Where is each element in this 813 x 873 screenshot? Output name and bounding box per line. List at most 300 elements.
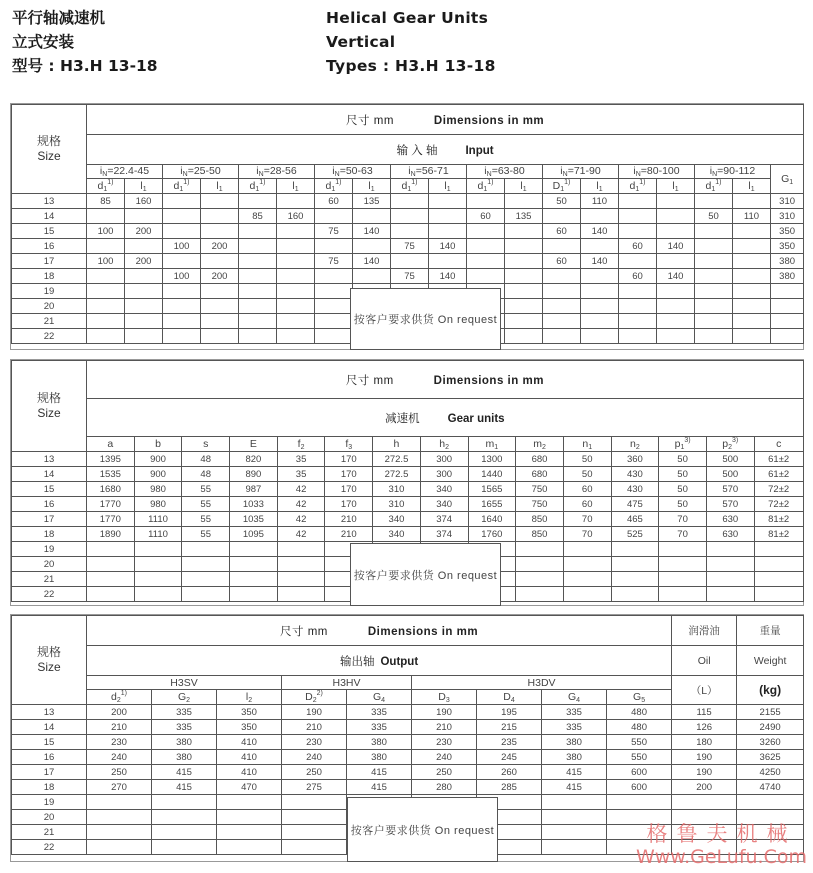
value-cell: 210 <box>412 720 477 735</box>
value-cell: 1395 <box>87 452 135 467</box>
group-h3hv: H3HV <box>282 676 412 690</box>
size-cell: 18 <box>12 527 87 542</box>
value-cell: 480 <box>607 705 672 720</box>
size-header <box>12 361 87 452</box>
empty-cell <box>239 299 277 314</box>
empty-cell <box>217 810 282 825</box>
table-row <box>12 467 804 482</box>
value-cell <box>657 224 695 239</box>
value-cell <box>733 254 771 269</box>
value-cell: 335 <box>152 705 217 720</box>
empty-cell <box>152 810 217 825</box>
value-cell: 890 <box>230 467 278 482</box>
value-cell: 285 <box>477 780 542 795</box>
value-cell: 140 <box>581 254 619 269</box>
value-cell: 50 <box>563 467 611 482</box>
empty-cell <box>581 284 619 299</box>
column-header-13: $p_2^{3)}$ <box>706 437 754 452</box>
empty-cell <box>277 284 315 299</box>
value-cell: 60 <box>543 254 581 269</box>
empty-cell <box>771 314 804 329</box>
size-cell: 22 <box>12 840 87 855</box>
empty-cell <box>182 572 230 587</box>
value-cell: 415 <box>347 765 412 780</box>
value-cell <box>201 194 239 209</box>
empty-cell <box>163 299 201 314</box>
value-cell: 240 <box>87 750 152 765</box>
value-cell: 850 <box>516 512 564 527</box>
ratio-group-header: $i_N=28-56$ <box>239 165 315 179</box>
value-cell: 180 <box>672 735 737 750</box>
value-cell: 1033 <box>230 497 278 512</box>
value-cell: 85 <box>87 194 125 209</box>
value-cell: 415 <box>542 765 607 780</box>
size-cell: 16 <box>12 497 87 512</box>
value-cell: 126 <box>672 720 737 735</box>
empty-cell <box>619 284 657 299</box>
value-cell: 415 <box>152 765 217 780</box>
value-cell: 570 <box>706 482 754 497</box>
table-row <box>12 269 804 284</box>
value-cell: 600 <box>607 765 672 780</box>
size-cell: 20 <box>12 299 87 314</box>
value-cell: 900 <box>134 452 182 467</box>
title-en-line-3: Types : H3.H 13-18 <box>326 57 496 75</box>
empty-cell <box>134 587 182 602</box>
value-cell: 410 <box>217 765 282 780</box>
value-cell: 1095 <box>230 527 278 542</box>
ratio-group-header: $i_N=71-90$ <box>543 165 619 179</box>
empty-cell <box>282 795 347 810</box>
column-header: $d_2^{1)}$ <box>87 690 152 705</box>
size-cell: 20 <box>12 810 87 825</box>
value-cell <box>391 209 429 224</box>
value-cell: 55 <box>182 527 230 542</box>
value-cell <box>163 224 201 239</box>
empty-cell <box>87 587 135 602</box>
empty-cell <box>230 587 278 602</box>
empty-cell <box>672 795 737 810</box>
empty-cell <box>771 329 804 344</box>
empty-cell <box>87 314 125 329</box>
value-cell: 380 <box>542 750 607 765</box>
size-cell: 21 <box>12 314 87 329</box>
value-cell: 50 <box>695 209 733 224</box>
value-cell: 470 <box>217 780 282 795</box>
value-cell <box>163 254 201 269</box>
empty-cell <box>134 572 182 587</box>
oil-header-cn: 润滑油 <box>672 616 737 646</box>
value-cell <box>543 209 581 224</box>
value-cell <box>619 209 657 224</box>
value-cell: 987 <box>230 482 278 497</box>
group-h3sv: H3SV <box>87 676 282 690</box>
table-row <box>12 512 804 527</box>
value-cell: 1680 <box>87 482 135 497</box>
value-cell: 340 <box>373 512 421 527</box>
value-cell: 310 <box>771 194 804 209</box>
value-cell: 1770 <box>87 497 135 512</box>
value-cell: 630 <box>706 527 754 542</box>
empty-cell <box>543 284 581 299</box>
value-cell: 1110 <box>134 512 182 527</box>
value-cell <box>353 269 391 284</box>
column-header-l1: $l_1$ <box>657 179 695 194</box>
value-cell <box>429 209 467 224</box>
value-cell <box>619 224 657 239</box>
value-cell: 190 <box>672 765 737 780</box>
empty-cell <box>87 825 152 840</box>
empty-cell <box>277 314 315 329</box>
empty-cell <box>542 840 607 855</box>
column-header: $l_2$ <box>217 690 282 705</box>
dims-label-en: Dimensions in mm <box>433 374 544 387</box>
value-cell <box>315 269 353 284</box>
value-cell: 61±2 <box>754 452 803 467</box>
size-cell: 18 <box>12 269 87 284</box>
table-row <box>12 497 804 512</box>
value-cell: 4740 <box>737 780 804 795</box>
empty-cell <box>315 329 353 344</box>
empty-cell <box>542 825 607 840</box>
output-section-header <box>87 646 672 676</box>
empty-cell <box>87 810 152 825</box>
value-cell <box>429 224 467 239</box>
empty-cell <box>315 284 353 299</box>
empty-cell <box>581 314 619 329</box>
size-cell: 14 <box>12 209 87 224</box>
size-cell: 17 <box>12 765 87 780</box>
value-cell: 335 <box>152 720 217 735</box>
value-cell <box>277 269 315 284</box>
title-cn <box>12 6 158 78</box>
value-cell: 350 <box>217 720 282 735</box>
value-cell: 200 <box>87 705 152 720</box>
value-cell: 340 <box>420 497 468 512</box>
size-label-en: Size <box>37 149 61 163</box>
value-cell: 60 <box>619 269 657 284</box>
value-cell: 275 <box>282 780 347 795</box>
size-cell: 13 <box>12 705 87 720</box>
empty-cell <box>657 299 695 314</box>
size-cell: 21 <box>12 572 87 587</box>
column-header-11: $n_2$ <box>611 437 659 452</box>
watermark-url: Www.GeLufu.Com <box>635 846 807 868</box>
ratio-group-header: $i_N=80-100$ <box>619 165 695 179</box>
value-cell <box>429 254 467 269</box>
value-cell <box>315 239 353 254</box>
value-cell <box>695 194 733 209</box>
value-cell: 35 <box>277 452 325 467</box>
empty-cell <box>657 284 695 299</box>
value-cell <box>543 269 581 284</box>
size-cell: 19 <box>12 542 87 557</box>
value-cell: 410 <box>217 735 282 750</box>
value-cell: 81±2 <box>754 512 803 527</box>
value-cell <box>657 254 695 269</box>
empty-cell <box>125 284 163 299</box>
ratio-group-header: $i_N=22.4-45$ <box>87 165 163 179</box>
empty-cell <box>706 542 754 557</box>
value-cell: 170 <box>325 452 373 467</box>
value-cell: 50 <box>659 482 707 497</box>
empty-cell <box>543 329 581 344</box>
value-cell: 210 <box>325 512 373 527</box>
empty-cell <box>611 572 659 587</box>
table-row <box>12 209 804 224</box>
empty-cell <box>611 587 659 602</box>
value-cell: 3260 <box>737 735 804 750</box>
value-cell: 430 <box>611 482 659 497</box>
column-header-3: E <box>230 437 278 452</box>
on-request-note: 按客户要求供货 On request <box>350 288 501 350</box>
value-cell: 240 <box>412 750 477 765</box>
value-cell: 1770 <box>87 512 135 527</box>
value-cell: 135 <box>505 209 543 224</box>
empty-cell <box>733 299 771 314</box>
value-cell: 630 <box>706 512 754 527</box>
value-cell: 415 <box>542 780 607 795</box>
value-cell: 190 <box>672 750 737 765</box>
size-label-cn: 规格 <box>36 134 61 148</box>
column-header: $D_2^{2)}$ <box>282 690 347 705</box>
value-cell: 72±2 <box>754 482 803 497</box>
value-cell: 1655 <box>468 497 516 512</box>
value-cell: 100 <box>87 224 125 239</box>
empty-cell <box>543 299 581 314</box>
value-cell <box>87 269 125 284</box>
empty-cell <box>201 329 239 344</box>
value-cell: 195 <box>477 705 542 720</box>
column-header-l1: $l_1$ <box>581 179 619 194</box>
value-cell: 240 <box>282 750 347 765</box>
value-cell: 340 <box>420 482 468 497</box>
column-header-l1: $l_1$ <box>429 179 467 194</box>
column-header-9: $m_2$ <box>516 437 564 452</box>
value-cell <box>391 224 429 239</box>
value-cell: 380 <box>771 269 804 284</box>
value-cell: 1565 <box>468 482 516 497</box>
empty-cell <box>563 572 611 587</box>
value-cell: 115 <box>672 705 737 720</box>
empty-cell <box>771 284 804 299</box>
value-cell: 85 <box>239 209 277 224</box>
value-cell: 215 <box>477 720 542 735</box>
title-en-line-1: Helical Gear Units <box>326 9 489 27</box>
value-cell: 60 <box>563 482 611 497</box>
value-cell: 2490 <box>737 720 804 735</box>
empty-cell <box>695 314 733 329</box>
empty-cell <box>217 825 282 840</box>
empty-cell <box>581 329 619 344</box>
value-cell <box>543 239 581 254</box>
value-cell <box>695 224 733 239</box>
column-header: $D_4$ <box>477 690 542 705</box>
value-cell: 48 <box>182 452 230 467</box>
column-header-14: c <box>754 437 803 452</box>
value-cell: 60 <box>563 497 611 512</box>
value-cell: 170 <box>325 497 373 512</box>
empty-cell <box>125 329 163 344</box>
value-cell <box>657 209 695 224</box>
size-cell: 15 <box>12 482 87 497</box>
value-cell: 430 <box>611 467 659 482</box>
value-cell <box>467 194 505 209</box>
empty-cell <box>563 587 611 602</box>
value-cell: 210 <box>87 720 152 735</box>
on-request-note: 按客户要求供货 On request <box>347 797 498 862</box>
value-cell: 210 <box>325 527 373 542</box>
size-cell: 22 <box>12 587 87 602</box>
empty-cell <box>277 299 315 314</box>
dims-label-en: Dimensions in mm <box>433 114 545 127</box>
empty-cell <box>542 810 607 825</box>
empty-cell <box>201 299 239 314</box>
size-cell: 16 <box>12 750 87 765</box>
value-cell <box>505 269 543 284</box>
empty-cell <box>230 557 278 572</box>
empty-cell <box>163 314 201 329</box>
empty-cell <box>152 825 217 840</box>
value-cell <box>239 269 277 284</box>
value-cell: 380 <box>347 735 412 750</box>
ratio-group-header: $i_N=63-80$ <box>467 165 543 179</box>
value-cell: 230 <box>412 735 477 750</box>
value-cell <box>505 254 543 269</box>
size-cell: 17 <box>12 254 87 269</box>
value-cell: 380 <box>152 750 217 765</box>
value-cell: 340 <box>373 527 421 542</box>
value-cell: 1300 <box>468 452 516 467</box>
value-cell: 60 <box>467 209 505 224</box>
value-cell: 680 <box>516 467 564 482</box>
table-row <box>12 765 804 780</box>
column-header: $G_2$ <box>152 690 217 705</box>
value-cell: 415 <box>152 780 217 795</box>
value-cell: 820 <box>230 452 278 467</box>
column-header-d1: $d_1^{1)}$ <box>163 179 201 194</box>
table-row <box>12 705 804 720</box>
size-cell: 14 <box>12 720 87 735</box>
column-header-7: $h_2$ <box>420 437 468 452</box>
empty-cell <box>754 587 803 602</box>
table-row <box>12 224 804 239</box>
value-cell <box>201 224 239 239</box>
column-header-12: $p_1^{3)}$ <box>659 437 707 452</box>
value-cell: 272.5 <box>373 452 421 467</box>
empty-cell <box>754 572 803 587</box>
value-cell: 75 <box>391 269 429 284</box>
size-cell: 19 <box>12 795 87 810</box>
value-cell: 260 <box>477 765 542 780</box>
size-cell: 22 <box>12 329 87 344</box>
value-cell: 48 <box>182 467 230 482</box>
empty-cell <box>659 542 707 557</box>
value-cell <box>581 239 619 254</box>
value-cell: 335 <box>347 720 412 735</box>
value-cell: 75 <box>315 224 353 239</box>
title-en <box>326 6 496 78</box>
value-cell: 110 <box>581 194 619 209</box>
oil-header-en: Oil <box>672 646 737 676</box>
table-row <box>12 735 804 750</box>
empty-cell <box>695 284 733 299</box>
value-cell <box>505 194 543 209</box>
input-label-cn: 输 入 轴 <box>396 144 438 157</box>
value-cell: 42 <box>277 527 325 542</box>
value-cell <box>201 209 239 224</box>
value-cell: 335 <box>542 705 607 720</box>
empty-cell <box>505 284 543 299</box>
empty-cell <box>87 572 135 587</box>
value-cell <box>733 224 771 239</box>
value-cell: 210 <box>282 720 347 735</box>
value-cell: 160 <box>125 194 163 209</box>
value-cell <box>239 224 277 239</box>
empty-cell <box>771 299 804 314</box>
value-cell: 4250 <box>737 765 804 780</box>
value-cell <box>353 239 391 254</box>
value-cell <box>239 239 277 254</box>
value-cell: 350 <box>771 224 804 239</box>
value-cell <box>315 209 353 224</box>
dims-label-cn: 尺寸 mm <box>346 114 394 127</box>
empty-cell <box>516 587 564 602</box>
empty-cell <box>542 795 607 810</box>
value-cell: 100 <box>163 269 201 284</box>
gear-units-label-cn: 减速机 <box>385 412 420 425</box>
column-header-d1: $d_1^{1)}$ <box>467 179 505 194</box>
value-cell: 61±2 <box>754 467 803 482</box>
value-cell <box>277 239 315 254</box>
value-cell: 360 <box>611 452 659 467</box>
gear-units-label-en: Gear units <box>447 412 505 425</box>
empty-cell <box>152 795 217 810</box>
empty-cell <box>87 557 135 572</box>
empty-cell <box>563 557 611 572</box>
empty-cell <box>505 314 543 329</box>
oil-unit: （L） <box>672 676 737 705</box>
empty-cell <box>505 329 543 344</box>
value-cell: 475 <box>611 497 659 512</box>
value-cell <box>125 269 163 284</box>
value-cell <box>277 194 315 209</box>
empty-cell <box>659 572 707 587</box>
size-cell: 15 <box>12 735 87 750</box>
value-cell <box>695 254 733 269</box>
table-row <box>12 482 804 497</box>
empty-cell <box>611 542 659 557</box>
column-header-5: $f_3$ <box>325 437 373 452</box>
value-cell: 72±2 <box>754 497 803 512</box>
value-cell: 1110 <box>134 527 182 542</box>
value-cell: 300 <box>420 452 468 467</box>
value-cell: 140 <box>657 239 695 254</box>
column-header-d1: $d_1^{1)}$ <box>391 179 429 194</box>
value-cell: 310 <box>373 497 421 512</box>
value-cell: 42 <box>277 482 325 497</box>
value-cell: 140 <box>657 269 695 284</box>
value-cell <box>467 269 505 284</box>
dims-label-en: Dimensions in mm <box>367 625 479 638</box>
value-cell <box>733 269 771 284</box>
value-cell: 550 <box>607 750 672 765</box>
empty-cell <box>87 795 152 810</box>
value-cell: 110 <box>733 209 771 224</box>
value-cell <box>695 239 733 254</box>
output-label-en: Output <box>380 655 419 668</box>
table-row <box>12 720 804 735</box>
